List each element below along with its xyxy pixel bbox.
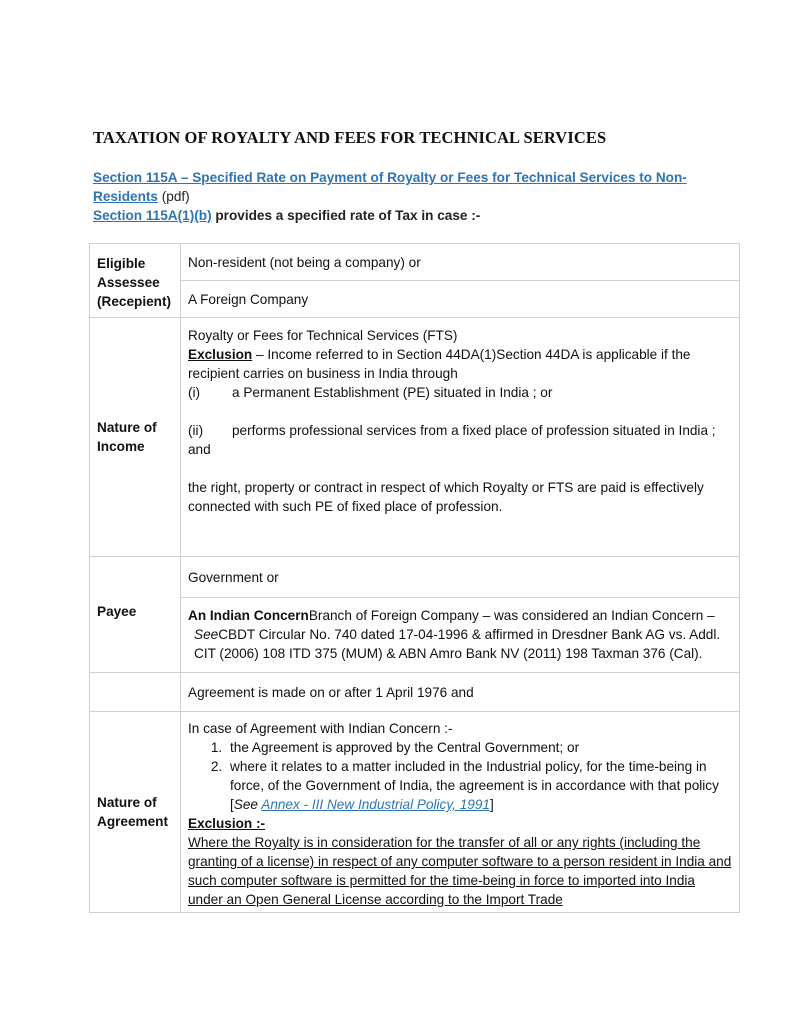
agreement-exclusion-label: Exclusion :- [188, 816, 266, 831]
nature-of-income-label: Nature of Income [90, 318, 181, 557]
table-row [90, 557, 740, 598]
payee-label: Payee [97, 604, 137, 619]
concern-rest: CBDT Circular No. 740 dated 17-04-1996 & affirmed in Dresdner Bank AG vs. Addl. CIT (2006) 108 ITD 375 (MUM) & ABN Amro Bank NV (2011) 198 Taxman 376 (Cal). [194, 627, 721, 661]
nature-of-agreement-label: Nature of Agreement [90, 712, 181, 913]
eligible-row-2: A Foreign Company [181, 281, 740, 318]
provides-text: provides a specified rate of Tax in case :- [211, 208, 481, 223]
agreement-cell [181, 712, 740, 913]
table-row [90, 598, 740, 673]
tax-table [89, 243, 740, 913]
page-title: TAXATION OF ROYALTY AND FEES FOR TECHNICAL SERVICES [93, 128, 607, 147]
item-text: a Permanent Establishment (PE) situated in India ; or [232, 385, 553, 400]
section-links [93, 168, 713, 225]
payee-row-1: Government or [181, 557, 740, 598]
item-text: performs professional services from a fixed place of profession situated in India ; and [188, 423, 716, 457]
table-row [90, 673, 740, 712]
empty-cell [90, 673, 181, 712]
payee-label-cell [90, 557, 181, 673]
item-number: (ii) [188, 423, 204, 438]
section-115a-link[interactable]: Section 115A – Specified Rate on Payment of Royalty or Fees for Technical Services to Non-Residents [93, 170, 687, 204]
see-label: See [194, 627, 219, 642]
income-exclusion [188, 345, 732, 383]
nature-of-income-cell [181, 318, 740, 557]
table-row [90, 244, 740, 281]
agreement-intro: In case of Agreement with Indian Concern :- [188, 721, 453, 736]
pdf-note: (pdf) [157, 189, 190, 204]
table-row [90, 281, 740, 318]
eligible-assessee-label: Eligible Assessee (Recepient) [90, 244, 181, 318]
indian-concern-label: An Indian Concern [188, 608, 309, 623]
section-115a1b-link[interactable]: Section 115A(1)(b) [93, 208, 212, 223]
agreement-list [188, 738, 732, 814]
annex-link[interactable]: Annex - III New Industrial Policy, 1991 [261, 797, 490, 812]
income-closing: the right, property or contract in respect of which Royalty or FTS are paid is effectively connected with such PE of fixed place of profession. [188, 480, 704, 514]
table-row [90, 712, 740, 913]
payee-row-2 [181, 598, 740, 673]
income-item-1 [188, 383, 732, 402]
table-row [90, 318, 740, 557]
list-item: 2. where it relates to a matter included in the Industrial policy, for the time-being in force, of the Government of India, the agreement is in accordance with that policy [See Annex - III New Industrial Policy, 1991] [226, 757, 732, 814]
income-line-1: Royalty or Fees for Technical Services (FTS) [188, 328, 458, 343]
agreement-row-1: Agreement is made on or after 1 April 1976 and [181, 673, 740, 712]
exclusion-label: Exclusion [188, 347, 253, 362]
income-item-2 [188, 421, 732, 459]
agreement-exclusion-text: Where the Royalty is in consideration for the transfer of all or any rights (including the granting of a license) in respect of any computer software to a person resident in India and such computer software is permitted for the time-being in force to imported into India under an Open General License according to the Import Trade [188, 835, 732, 907]
indian-concern-text: Branch of Foreign Company – was considered an Indian Concern – [308, 608, 715, 623]
exclusion-text: – Income referred to in Section 44DA(1)Section 44DA is applicable if the recipient carries on business in India through [188, 347, 691, 381]
item-number: (i) [188, 385, 201, 400]
list-item: 1. the Agreement is approved by the Central Government; or [226, 738, 732, 757]
eligible-row-1: Non-resident (not being a company) or [181, 244, 740, 281]
